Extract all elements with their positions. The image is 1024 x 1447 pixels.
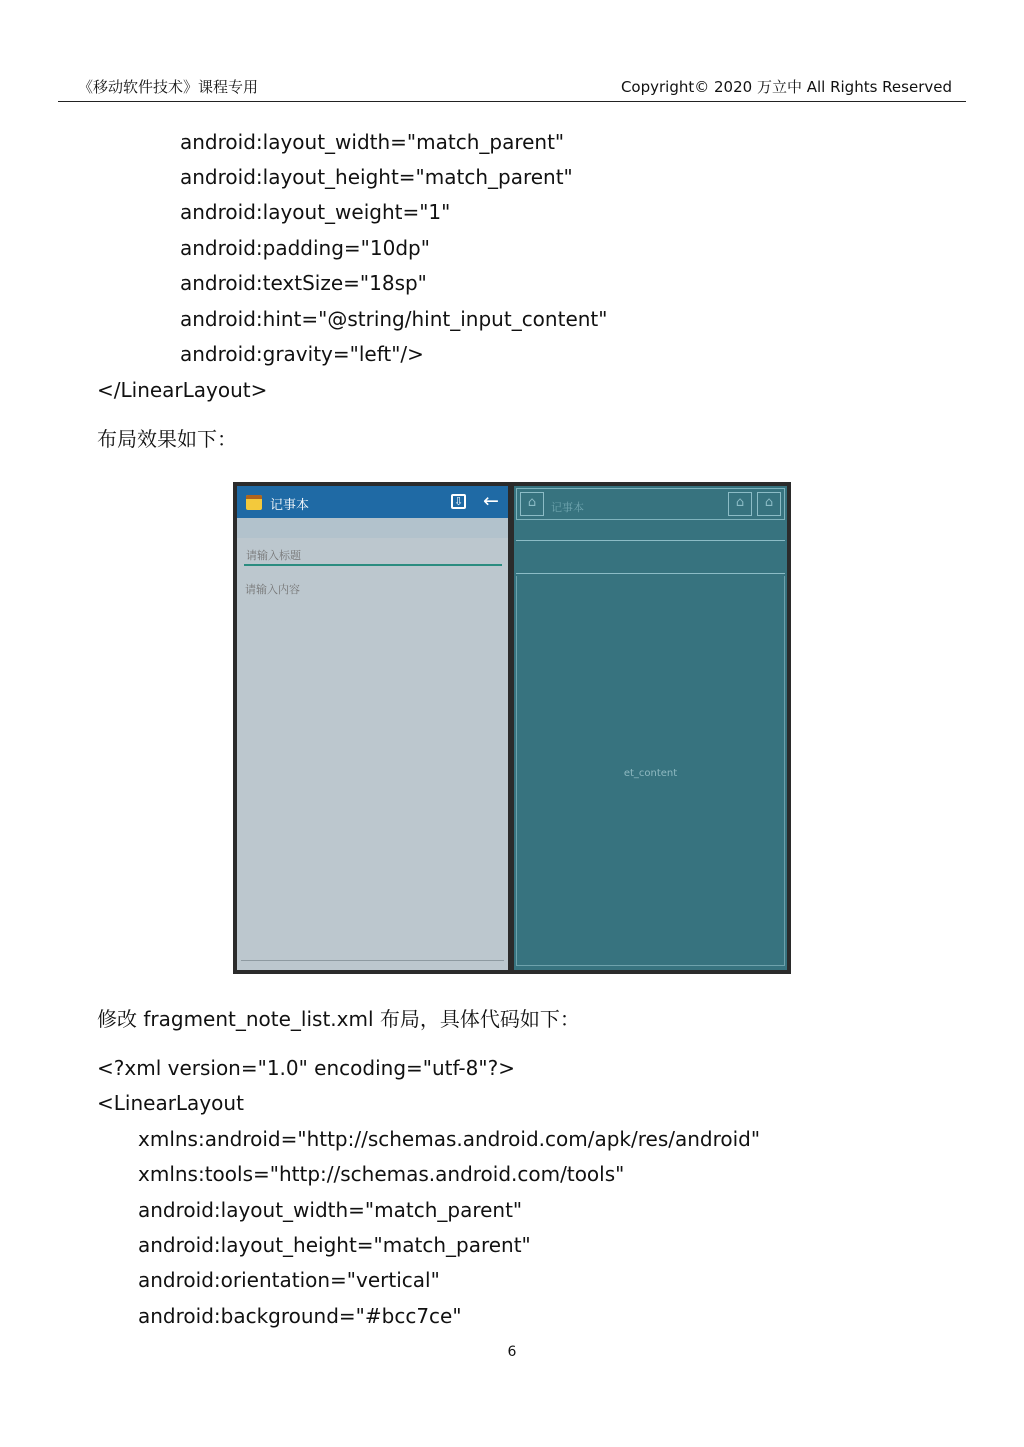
code-line: android:padding="10dp" — [180, 236, 430, 260]
code-line: xmlns:android="http://schemas.android.com/apk/res/android" — [138, 1127, 761, 1151]
code-line: xmlns:tools="http://schemas.android.com/tools" — [138, 1162, 625, 1186]
code-line: android:background="#bcc7ce" — [138, 1304, 462, 1328]
blueprint-divider — [516, 573, 785, 574]
code-line: android:layout_width="match_parent" — [138, 1198, 523, 1222]
layout-caption: 布局效果如下： — [97, 427, 237, 451]
code-line: android:gravity="left"/> — [180, 342, 424, 366]
app-bar — [237, 486, 508, 518]
blueprint-divider — [516, 540, 785, 541]
page-number: 6 — [507, 1344, 517, 1360]
page-header-left: 《移动软件技术》课程专用 — [78, 78, 259, 96]
toolbar-strip — [237, 518, 508, 538]
blueprint-preview — [514, 486, 787, 970]
title-input[interactable] — [244, 546, 502, 566]
code-line: android:layout_height="match_parent" — [138, 1233, 531, 1257]
blueprint-icon-box: ⌂ — [757, 492, 781, 516]
instruction-text: 修改 fragment_note_list.xml 布局，具体代码如下： — [97, 1007, 580, 1031]
blueprint-icon-box: ⌂ — [728, 492, 752, 516]
content-input[interactable] — [245, 581, 503, 951]
code-line: android:layout_weight="1" — [180, 200, 451, 224]
notepad-icon — [246, 495, 262, 510]
blueprint-content-label: et_content — [623, 768, 678, 779]
app-title: 记事本 — [270, 498, 310, 513]
code-line: android:hint="@string/hint_input_content" — [180, 307, 608, 331]
code-line: <LinearLayout — [97, 1091, 244, 1115]
layout-preview-figure — [233, 482, 791, 974]
blueprint-appbar — [516, 488, 785, 520]
code-line: android:textSize="18sp" — [180, 271, 427, 295]
page-header-right: Copyright© 2020 万立中 All Rights Reserved — [620, 78, 952, 96]
design-preview — [237, 486, 508, 970]
code-line: <?xml version="1.0" encoding="utf-8"?> — [97, 1056, 515, 1080]
bottom-divider — [241, 960, 504, 961]
save-icon[interactable]: ⇩ — [451, 494, 466, 509]
back-arrow-icon[interactable]: ← — [483, 490, 499, 512]
blueprint-icon-box: ⌂ — [520, 492, 544, 516]
blueprint-title: 记事本 — [551, 501, 584, 514]
code-line: android:layout_height="match_parent" — [180, 165, 573, 189]
code-line: android:layout_width="match_parent" — [180, 130, 565, 154]
header-rule — [58, 101, 966, 102]
code-line: </LinearLayout> — [97, 378, 268, 402]
code-line: android:orientation="vertical" — [138, 1268, 440, 1292]
